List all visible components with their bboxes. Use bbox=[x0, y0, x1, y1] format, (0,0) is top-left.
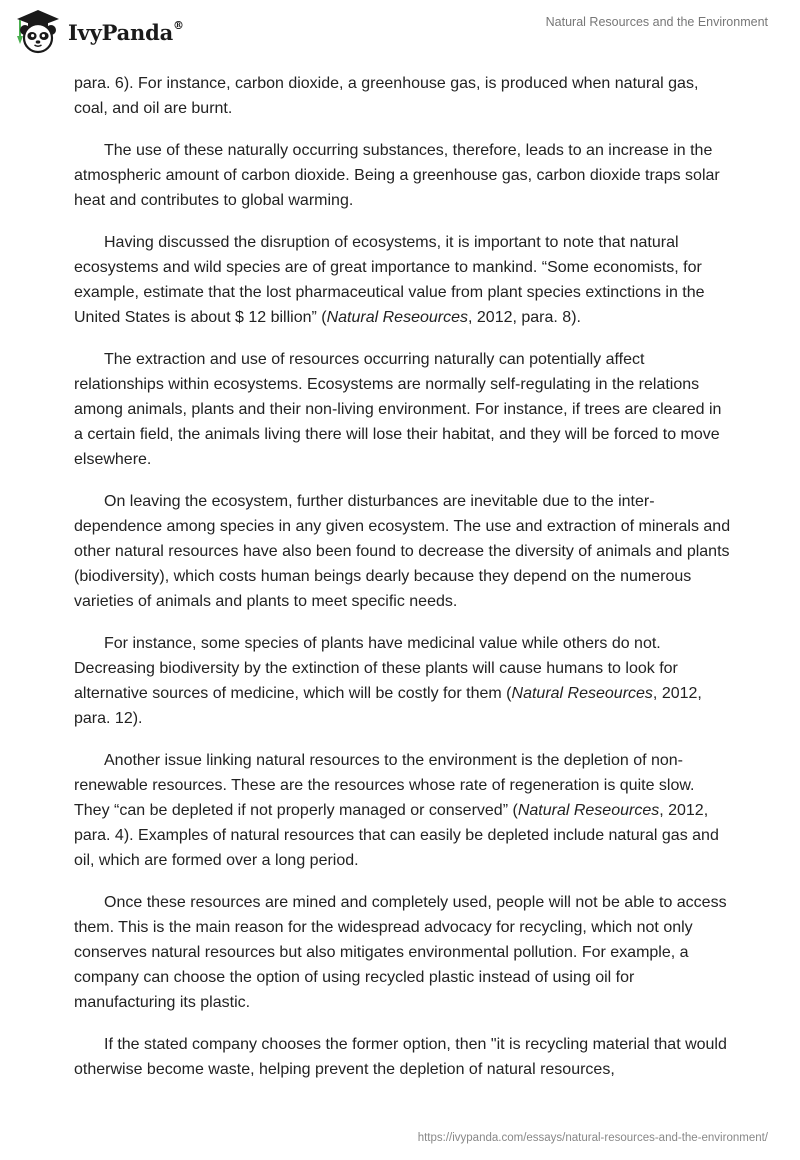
paragraph-text: , 2012, para. 4). Examples of natural resources that can easily be depleted include natural gas and oil, which are formed over a long period. bbox=[74, 802, 719, 869]
paragraph-text: Another issue linking natural resources to the environment is the depletion of non-renewable resources. These are the resources whose rate of regeneration is quite slow. They “can be depleted if not properly managed or conserved” ( bbox=[74, 752, 695, 819]
paragraph-text: The use of these naturally occurring substances, therefore, leads to an increase in the atmospheric amount of carbon dioxide. Being a greenhouse gas, carbon dioxide traps solar heat and contributes to global warming. bbox=[74, 142, 720, 209]
citation-title: Natural Reseources bbox=[511, 685, 653, 702]
paragraph bbox=[74, 890, 734, 1015]
paragraph-text: Having discussed the disruption of ecosystems, it is important to note that natural ecosystems and wild species are of great importance to mankind. “Some economists, for example, estimate that the lost pharmaceutical value from plant species extinctions in the United States is about $ 12 billion” ( bbox=[74, 234, 705, 326]
panda-graduation-cap-icon bbox=[14, 8, 62, 54]
citation-title: Natural Reseources bbox=[517, 802, 660, 819]
document-title: Natural Resources and the Environment bbox=[545, 15, 768, 29]
paragraph bbox=[74, 489, 734, 614]
paragraph bbox=[74, 230, 734, 330]
paragraph-text: , 2012, para. 12). bbox=[74, 685, 702, 727]
paragraph bbox=[74, 71, 734, 121]
paragraph bbox=[74, 347, 734, 472]
ivypanda-logo[interactable] bbox=[14, 8, 184, 54]
paragraph-text: The extraction and use of resources occurring naturally can potentially affect relationships within ecosystems. Ecosystems are normally self-regulating in the relations among animals, plants and their non-living environment. For instance, if trees are cleared in a certain field, the animals living there will lose their habitat, and they will be forced to move elsewhere. bbox=[74, 351, 722, 468]
source-url[interactable]: https://ivypanda.com/essays/natural-resources-and-the-environment/ bbox=[417, 1132, 768, 1144]
paragraph-text: If the stated company chooses the former option, then "it is recycling material that would otherwise become waste, helping prevent the depletion of natural resources, bbox=[74, 1036, 727, 1078]
paragraph bbox=[74, 138, 734, 213]
page-header bbox=[0, 0, 800, 70]
citation-title: Natural Reseources bbox=[326, 309, 468, 326]
paragraph bbox=[74, 631, 734, 731]
paragraph-text: para. 6). For instance, carbon dioxide, a greenhouse gas, is produced when natural gas, coal, and oil are burnt. bbox=[74, 75, 699, 117]
essay-body bbox=[74, 71, 734, 1099]
paragraph bbox=[74, 1032, 734, 1082]
brand-name: IvyPanda® bbox=[68, 18, 184, 45]
paragraph-text: Once these resources are mined and completely used, people will not be able to access them. This is the main reason for the widespread advocacy for recycling, which not only conserves natural resources but also mitigates environmental pollution. For example, a company can choose the option of using recycled plastic instead of using oil for manufacturing its plastic. bbox=[74, 894, 727, 1011]
paragraph-text: , 2012, para. 8). bbox=[468, 309, 581, 326]
paragraph-text: On leaving the ecosystem, further disturbances are inevitable due to the inter-dependence among species in any given ecosystem. The use and extraction of minerals and other natural resources have also been found to decrease the diversity of animals and plants (biodiversity), which costs human beings dearly because they depend on the numerous varieties of animals and plants to meet specific needs. bbox=[74, 493, 731, 610]
paragraph-text: For instance, some species of plants have medicinal value while others do not. Decreasing biodiversity by the extinction of these plants will cause humans to look for alternative sources of medicine, which will be costly for them ( bbox=[74, 635, 678, 702]
registered-mark: ® bbox=[173, 18, 184, 32]
paragraph bbox=[74, 748, 734, 873]
